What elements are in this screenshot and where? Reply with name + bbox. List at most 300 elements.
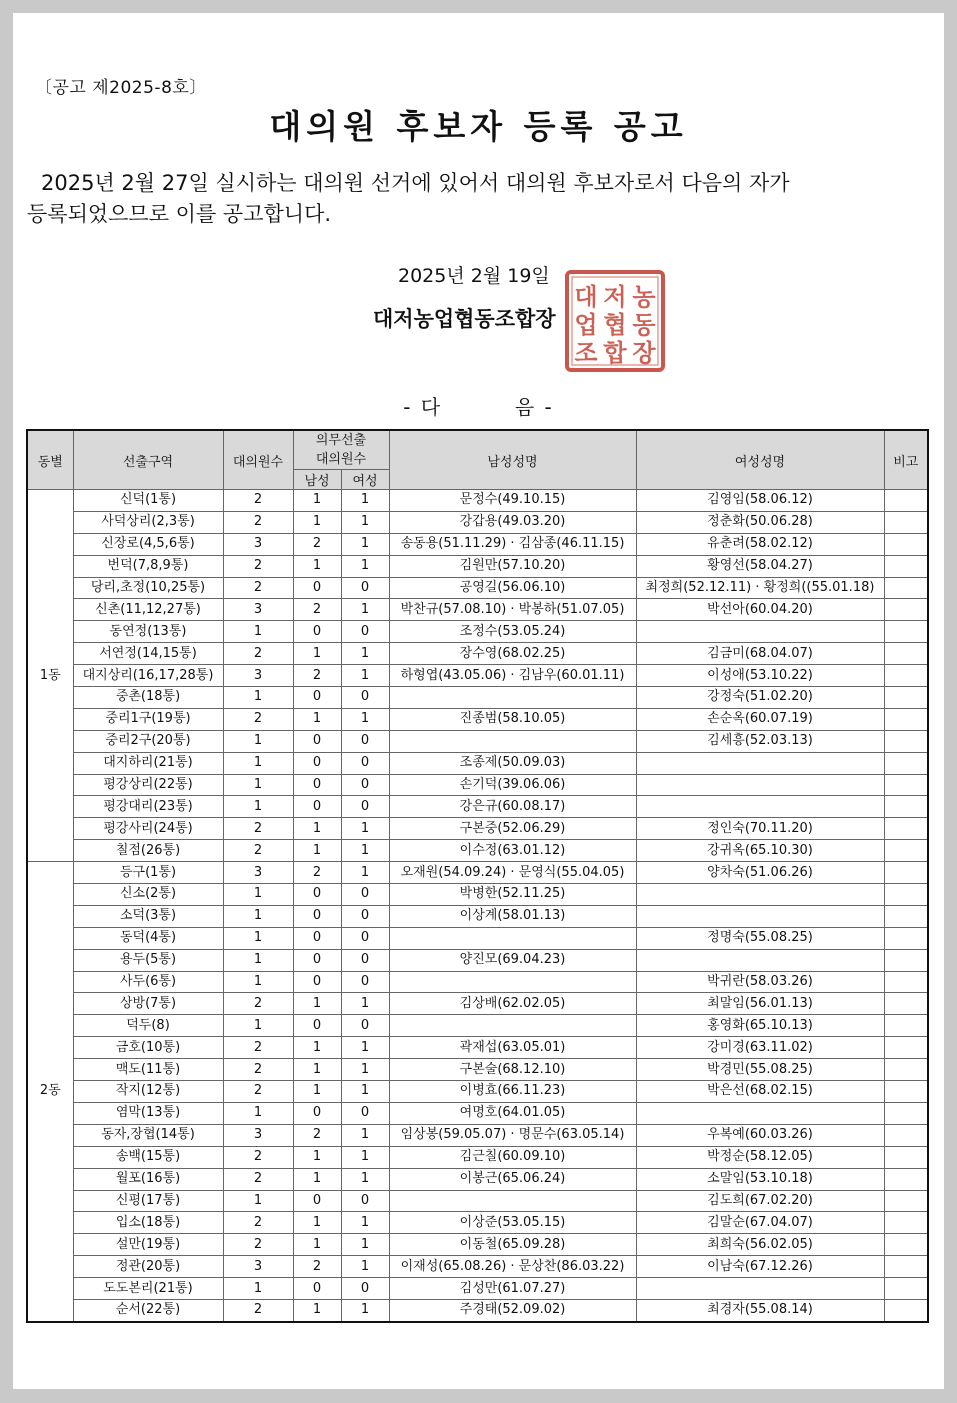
district-cell: 대지상리(16,17,28통) [73, 665, 223, 687]
male-names-cell [389, 730, 636, 752]
female-names-cell: 김말순(67.04.07) [636, 1212, 884, 1234]
delegate-count-cell: 2 [223, 993, 293, 1015]
remark-cell [884, 862, 928, 884]
male-names-cell: 조정수(53.05.24) [389, 621, 636, 643]
district-cell: 염막(13통) [73, 1102, 223, 1124]
district-cell: 평강사리(24통) [73, 818, 223, 840]
delegate-count-cell: 2 [223, 1081, 293, 1103]
male-names-cell: 진종범(58.10.05) [389, 708, 636, 730]
male-names-cell: 박찬규(57.08.10) · 박봉하(51.07.05) [389, 599, 636, 621]
mandatory-male-cell: 1 [293, 993, 341, 1015]
female-names-cell: 강귀옥(65.10.30) [636, 840, 884, 862]
seal-char: 장 [632, 339, 656, 367]
district-cell: 당리,초정(10,25통) [73, 577, 223, 599]
male-names-cell: 이병효(66.11.23) [389, 1081, 636, 1103]
district-cell: 중촌(18통) [73, 687, 223, 709]
mandatory-female-cell: 0 [341, 774, 389, 796]
female-names-cell [636, 621, 884, 643]
mandatory-male-cell: 1 [293, 1146, 341, 1168]
mandatory-female-cell: 1 [341, 708, 389, 730]
remark-cell [884, 752, 928, 774]
table-row [27, 993, 928, 1015]
mandatory-female-cell: 0 [341, 905, 389, 927]
delegate-count-cell: 1 [223, 687, 293, 709]
delegate-count-cell: 2 [223, 555, 293, 577]
district-cell: 송백(15통) [73, 1146, 223, 1168]
table-row [27, 1081, 928, 1103]
male-names-cell: 여명호(64.01.05) [389, 1102, 636, 1124]
notice-body [27, 168, 933, 230]
table-row [27, 1212, 928, 1234]
delegate-count-cell: 1 [223, 971, 293, 993]
district-cell: 칠점(26통) [73, 840, 223, 862]
remark-cell [884, 774, 928, 796]
female-names-cell: 홍영화(65.10.13) [636, 1015, 884, 1037]
mandatory-male-cell: 1 [293, 490, 341, 512]
mandatory-male-cell: 1 [293, 1168, 341, 1190]
district-cell: 소덕(3통) [73, 905, 223, 927]
delegate-count-cell: 2 [223, 577, 293, 599]
mandatory-male-cell: 1 [293, 1212, 341, 1234]
female-names-cell [636, 796, 884, 818]
female-names-cell: 강미경(63.11.02) [636, 1037, 884, 1059]
female-names-cell: 박경민(55.08.25) [636, 1059, 884, 1081]
mandatory-male-cell: 0 [293, 884, 341, 906]
female-names-cell: 소말임(53.10.18) [636, 1168, 884, 1190]
header-mandatory-line-2: 대의원수 [315, 452, 367, 467]
male-names-cell: 김성만(61.07.27) [389, 1278, 636, 1300]
female-names-cell: 최희숙(56.02.05) [636, 1234, 884, 1256]
district-cell: 작지(12통) [73, 1081, 223, 1103]
mandatory-male-cell: 0 [293, 577, 341, 599]
remark-cell [884, 1256, 928, 1278]
header-female-names: 여성성명 [636, 430, 884, 490]
male-names-cell: 주경태(52.09.02) [389, 1299, 636, 1321]
table-row [27, 818, 928, 840]
remark-cell [884, 1124, 928, 1146]
district-cell: 신평(17통) [73, 1190, 223, 1212]
female-names-cell: 김금미(68.04.07) [636, 643, 884, 665]
district-cell: 평강대리(23통) [73, 796, 223, 818]
male-names-cell: 임상봉(59.05.07) · 명문수(63.05.14) [389, 1124, 636, 1146]
notice-body-line-2: 등록되었으므로 이를 공고합니다. [27, 202, 332, 226]
mandatory-male-cell: 1 [293, 1299, 341, 1321]
female-names-cell: 박정순(58.12.05) [636, 1146, 884, 1168]
delegate-count-cell: 2 [223, 818, 293, 840]
remark-cell [884, 1015, 928, 1037]
district-cell: 사두(6통) [73, 971, 223, 993]
male-names-cell: 강은규(60.08.17) [389, 796, 636, 818]
male-names-cell: 김근칠(60.09.10) [389, 1146, 636, 1168]
mandatory-female-cell: 1 [341, 1037, 389, 1059]
table-row [27, 1102, 928, 1124]
delegate-count-cell: 2 [223, 708, 293, 730]
notice-date: 2025년 2월 19일 [398, 265, 550, 287]
remark-cell [884, 993, 928, 1015]
remark-cell [884, 511, 928, 533]
table-row [27, 665, 928, 687]
district-cell: 중리2구(20통) [73, 730, 223, 752]
table-row [27, 490, 928, 512]
mandatory-male-cell: 2 [293, 1124, 341, 1146]
dong-cell: 2동 [27, 862, 73, 1322]
dong-cell: 1동 [27, 490, 73, 862]
notice-page [13, 13, 944, 1389]
male-names-cell: 이동철(65.09.28) [389, 1234, 636, 1256]
female-names-cell [636, 949, 884, 971]
mandatory-female-cell: 1 [341, 511, 389, 533]
table-row [27, 752, 928, 774]
mandatory-male-cell: 0 [293, 971, 341, 993]
male-names-cell: 손기덕(39.06.06) [389, 774, 636, 796]
mandatory-female-cell: 1 [341, 818, 389, 840]
header-female: 여성 [341, 470, 389, 490]
district-cell: 중리1구(19통) [73, 708, 223, 730]
mandatory-male-cell: 1 [293, 1059, 341, 1081]
table-row [27, 1124, 928, 1146]
delegate-count-cell: 1 [223, 752, 293, 774]
mandatory-female-cell: 0 [341, 927, 389, 949]
male-names-cell: 조종제(50.09.03) [389, 752, 636, 774]
district-cell: 금호(10통) [73, 1037, 223, 1059]
mandatory-female-cell: 1 [341, 1168, 389, 1190]
district-cell: 동덕(4통) [73, 927, 223, 949]
seal-char: 대 [574, 283, 598, 311]
header-male: 남성 [293, 470, 341, 490]
district-cell: 등구(1통) [73, 862, 223, 884]
remark-cell [884, 1146, 928, 1168]
delegate-count-cell: 2 [223, 840, 293, 862]
mandatory-male-cell: 2 [293, 599, 341, 621]
delegate-count-cell: 3 [223, 862, 293, 884]
remark-cell [884, 1102, 928, 1124]
section-heading-left: - 다 [403, 395, 443, 419]
male-names-cell [389, 1190, 636, 1212]
header-dong: 동별 [27, 430, 73, 490]
seal-char: 동 [632, 311, 656, 339]
female-names-cell [636, 884, 884, 906]
remark-cell [884, 490, 928, 512]
mandatory-male-cell: 0 [293, 905, 341, 927]
district-cell: 정관(20통) [73, 1256, 223, 1278]
female-names-cell: 최경자(55.08.14) [636, 1299, 884, 1321]
mandatory-female-cell: 0 [341, 1102, 389, 1124]
male-names-cell: 이수정(63.01.12) [389, 840, 636, 862]
female-names-cell: 최말임(56.01.13) [636, 993, 884, 1015]
male-names-cell: 구본중(52.06.29) [389, 818, 636, 840]
delegate-count-cell: 2 [223, 511, 293, 533]
delegate-count-cell: 2 [223, 1037, 293, 1059]
mandatory-female-cell: 0 [341, 752, 389, 774]
female-names-cell: 정인숙(70.11.20) [636, 818, 884, 840]
male-names-cell: 송동용(51.11.29) · 김삼종(46.11.15) [389, 533, 636, 555]
district-cell: 도도본리(21통) [73, 1278, 223, 1300]
district-cell: 용두(5통) [73, 949, 223, 971]
mandatory-male-cell: 0 [293, 1190, 341, 1212]
mandatory-female-cell: 1 [341, 862, 389, 884]
delegate-count-cell: 2 [223, 1234, 293, 1256]
table-row [27, 687, 928, 709]
table-row [27, 621, 928, 643]
mandatory-male-cell: 2 [293, 862, 341, 884]
table-row [27, 1146, 928, 1168]
delegate-count-cell: 2 [223, 1146, 293, 1168]
mandatory-female-cell: 1 [341, 665, 389, 687]
mandatory-male-cell: 1 [293, 708, 341, 730]
remark-cell [884, 643, 928, 665]
district-cell: 서연정(14,15통) [73, 643, 223, 665]
delegate-count-cell: 3 [223, 665, 293, 687]
mandatory-female-cell: 0 [341, 971, 389, 993]
remark-cell [884, 665, 928, 687]
table-row [27, 862, 928, 884]
remark-cell [884, 927, 928, 949]
delegate-count-cell: 2 [223, 1299, 293, 1321]
table-row [27, 949, 928, 971]
remark-cell [884, 687, 928, 709]
table-row [27, 599, 928, 621]
district-cell: 번덕(7,8,9통) [73, 555, 223, 577]
section-heading [13, 391, 944, 420]
table-row [27, 1299, 928, 1321]
male-names-cell: 하형엽(43.05.06) · 김남우(60.01.11) [389, 665, 636, 687]
district-cell: 신촌(11,12,27통) [73, 599, 223, 621]
header-district: 선출구역 [73, 430, 223, 490]
header-remark: 비고 [884, 430, 928, 490]
delegate-count-cell: 1 [223, 1278, 293, 1300]
mandatory-female-cell: 0 [341, 687, 389, 709]
male-names-cell: 양진모(69.04.23) [389, 949, 636, 971]
header-male-names: 남성성명 [389, 430, 636, 490]
mandatory-male-cell: 0 [293, 687, 341, 709]
delegate-count-cell: 1 [223, 1190, 293, 1212]
female-names-cell: 이남숙(67.12.26) [636, 1256, 884, 1278]
district-cell: 신소(2통) [73, 884, 223, 906]
female-names-cell [636, 752, 884, 774]
mandatory-female-cell: 1 [341, 1146, 389, 1168]
official-seal-stamp [564, 269, 666, 373]
female-names-cell [636, 774, 884, 796]
female-names-cell [636, 1278, 884, 1300]
table-row [27, 555, 928, 577]
table-row [27, 927, 928, 949]
mandatory-female-cell: 0 [341, 1015, 389, 1037]
mandatory-female-cell: 1 [341, 1124, 389, 1146]
mandatory-male-cell: 1 [293, 840, 341, 862]
district-cell: 순서(22통) [73, 1299, 223, 1321]
mandatory-male-cell: 0 [293, 1015, 341, 1037]
notice-number: 〔공고 제2025-8호〕 [35, 78, 207, 98]
mandatory-male-cell: 2 [293, 533, 341, 555]
candidate-table-wrapper [26, 429, 929, 1323]
mandatory-female-cell: 1 [341, 993, 389, 1015]
remark-cell [884, 533, 928, 555]
female-names-cell: 정춘화(50.06.28) [636, 511, 884, 533]
male-names-cell: 강갑용(49.03.20) [389, 511, 636, 533]
mandatory-female-cell: 1 [341, 490, 389, 512]
mandatory-female-cell: 0 [341, 949, 389, 971]
male-names-cell: 김원만(57.10.20) [389, 555, 636, 577]
district-cell: 사덕상리(2,3통) [73, 511, 223, 533]
remark-cell [884, 577, 928, 599]
mandatory-male-cell: 1 [293, 818, 341, 840]
district-cell: 입소(18통) [73, 1212, 223, 1234]
female-names-cell: 김세흥(52.03.13) [636, 730, 884, 752]
remark-cell [884, 905, 928, 927]
delegate-count-cell: 1 [223, 621, 293, 643]
delegate-count-cell: 1 [223, 927, 293, 949]
delegate-count-cell: 1 [223, 884, 293, 906]
remark-cell [884, 1081, 928, 1103]
mandatory-male-cell: 1 [293, 555, 341, 577]
male-names-cell: 이재성(65.08.26) · 문상찬(86.03.22) [389, 1256, 636, 1278]
mandatory-male-cell: 0 [293, 752, 341, 774]
mandatory-male-cell: 0 [293, 927, 341, 949]
mandatory-female-cell: 1 [341, 555, 389, 577]
delegate-count-cell: 2 [223, 643, 293, 665]
female-names-cell: 양차숙(51.06.26) [636, 862, 884, 884]
remark-cell [884, 949, 928, 971]
table-row [27, 1278, 928, 1300]
delegate-count-cell: 3 [223, 1124, 293, 1146]
header-mandatory [293, 430, 389, 470]
female-names-cell [636, 1102, 884, 1124]
mandatory-female-cell: 0 [341, 796, 389, 818]
male-names-cell: 오재원(54.09.24) · 문영식(55.04.05) [389, 862, 636, 884]
header-mandatory-line-1: 의무선출 [315, 433, 367, 448]
table-row [27, 1059, 928, 1081]
district-cell: 평강상리(22통) [73, 774, 223, 796]
mandatory-female-cell: 0 [341, 577, 389, 599]
female-names-cell: 이성애(53.10.22) [636, 665, 884, 687]
female-names-cell: 박귀란(58.03.26) [636, 971, 884, 993]
mandatory-male-cell: 1 [293, 1037, 341, 1059]
mandatory-male-cell: 0 [293, 796, 341, 818]
table-row [27, 840, 928, 862]
district-cell: 월포(16통) [73, 1168, 223, 1190]
delegate-count-cell: 1 [223, 1102, 293, 1124]
mandatory-female-cell: 1 [341, 1234, 389, 1256]
seal-char: 업 [574, 311, 598, 339]
female-names-cell: 박은선(68.02.15) [636, 1081, 884, 1103]
delegate-count-cell: 2 [223, 1168, 293, 1190]
remark-cell [884, 1168, 928, 1190]
mandatory-female-cell: 1 [341, 1212, 389, 1234]
remark-cell [884, 818, 928, 840]
delegate-count-cell: 1 [223, 774, 293, 796]
candidate-table-body [27, 490, 928, 1322]
mandatory-female-cell: 0 [341, 1278, 389, 1300]
mandatory-female-cell: 1 [341, 643, 389, 665]
table-row [27, 774, 928, 796]
delegate-count-cell: 2 [223, 1212, 293, 1234]
seal-char: 합 [603, 339, 627, 367]
delegate-count-cell: 1 [223, 796, 293, 818]
delegate-count-cell: 1 [223, 949, 293, 971]
mandatory-male-cell: 1 [293, 511, 341, 533]
female-names-cell: 손순옥(60.07.19) [636, 708, 884, 730]
mandatory-female-cell: 1 [341, 840, 389, 862]
table-row [27, 577, 928, 599]
male-names-cell [389, 1015, 636, 1037]
male-names-cell: 문정수(49.10.15) [389, 490, 636, 512]
mandatory-female-cell: 0 [341, 730, 389, 752]
table-row [27, 643, 928, 665]
table-row [27, 708, 928, 730]
mandatory-male-cell: 0 [293, 1102, 341, 1124]
candidate-table [26, 429, 929, 1323]
mandatory-female-cell: 1 [341, 1081, 389, 1103]
remark-cell [884, 840, 928, 862]
mandatory-male-cell: 1 [293, 1081, 341, 1103]
district-cell: 동연정(13통) [73, 621, 223, 643]
delegate-count-cell: 2 [223, 490, 293, 512]
male-names-cell: 이봉근(65.06.24) [389, 1168, 636, 1190]
delegate-count-cell: 1 [223, 1015, 293, 1037]
district-cell: 설만(19통) [73, 1234, 223, 1256]
table-row [27, 533, 928, 555]
table-row [27, 971, 928, 993]
remark-cell [884, 1037, 928, 1059]
male-names-cell [389, 927, 636, 949]
district-cell: 대지하리(21통) [73, 752, 223, 774]
remark-cell [884, 1234, 928, 1256]
organization-name: 대저농업협동조합장 [373, 307, 556, 331]
mandatory-female-cell: 0 [341, 621, 389, 643]
remark-cell [884, 1278, 928, 1300]
mandatory-male-cell: 2 [293, 665, 341, 687]
mandatory-male-cell: 0 [293, 621, 341, 643]
district-cell: 상방(7통) [73, 993, 223, 1015]
female-names-cell: 우복예(60.03.26) [636, 1124, 884, 1146]
header-delegates: 대의원수 [223, 430, 293, 490]
female-names-cell: 박선아(60.04.20) [636, 599, 884, 621]
female-names-cell: 황영선(58.04.27) [636, 555, 884, 577]
mandatory-female-cell: 1 [341, 1059, 389, 1081]
male-names-cell: 공영길(56.06.10) [389, 577, 636, 599]
male-names-cell [389, 971, 636, 993]
table-row [27, 884, 928, 906]
seal-char: 저 [603, 283, 627, 311]
table-row [27, 1168, 928, 1190]
remark-cell [884, 796, 928, 818]
remark-cell [884, 884, 928, 906]
male-names-cell: 김상배(62.02.05) [389, 993, 636, 1015]
remark-cell [884, 1299, 928, 1321]
remark-cell [884, 730, 928, 752]
mandatory-male-cell: 0 [293, 1278, 341, 1300]
female-names-cell: 유춘려(58.02.12) [636, 533, 884, 555]
mandatory-male-cell: 1 [293, 1234, 341, 1256]
male-names-cell: 구본술(68.12.10) [389, 1059, 636, 1081]
male-names-cell: 이상준(53.05.15) [389, 1212, 636, 1234]
remark-cell [884, 1059, 928, 1081]
table-row [27, 1190, 928, 1212]
remark-cell [884, 555, 928, 577]
remark-cell [884, 1190, 928, 1212]
mandatory-male-cell: 1 [293, 643, 341, 665]
seal-char: 농 [632, 283, 656, 311]
seal-char: 협 [603, 311, 627, 339]
remark-cell [884, 1212, 928, 1234]
mandatory-female-cell: 1 [341, 1256, 389, 1278]
mandatory-female-cell: 0 [341, 1190, 389, 1212]
remark-cell [884, 708, 928, 730]
male-names-cell: 장수영(68.02.25) [389, 643, 636, 665]
male-names-cell: 박병한(52.11.25) [389, 884, 636, 906]
notice-body-line-1: 2025년 2월 27일 실시하는 대의원 선거에 있어서 대의원 후보자로서 다음의 자가 [41, 171, 790, 195]
table-row [27, 730, 928, 752]
